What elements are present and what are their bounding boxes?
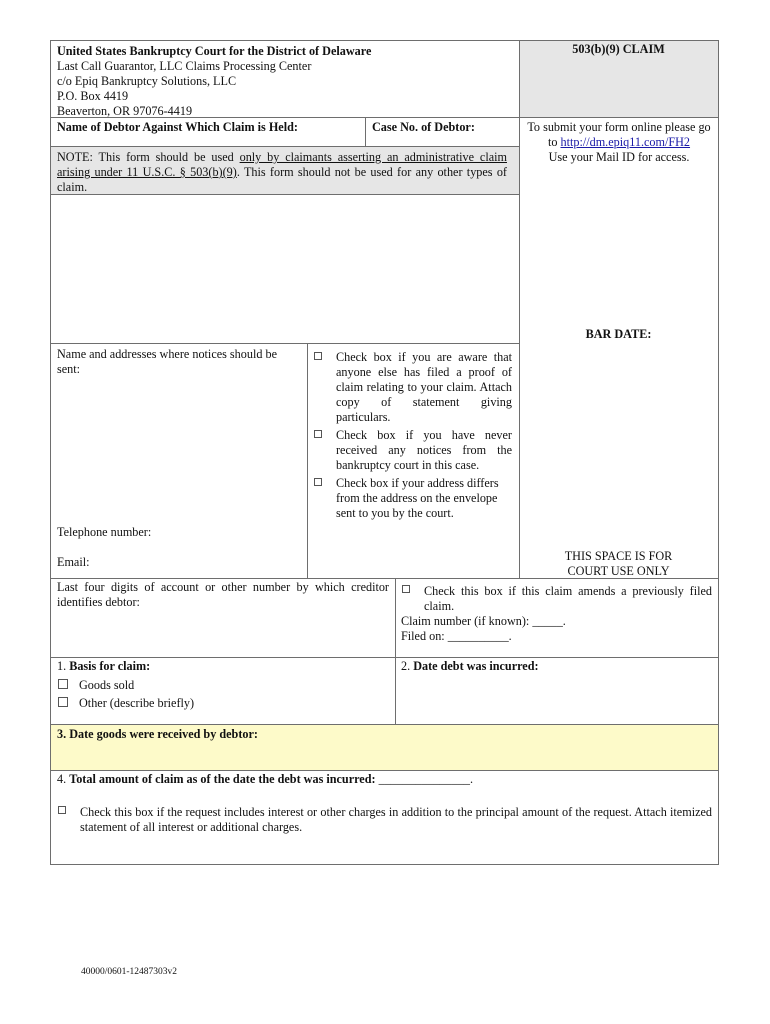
basis-option-other[interactable]: [58, 696, 378, 711]
goods-sold-label: Goods sold: [79, 678, 135, 692]
amends-claim-label: Check this box if this claim amends a previously filed claim.: [424, 584, 712, 613]
basis-number: 1.: [57, 659, 70, 673]
notices-address-field[interactable]: Name and addresses where notices should be sent:: [57, 347, 277, 376]
court-header: [57, 44, 512, 119]
online-access-text: Use your Mail ID for access.: [548, 150, 690, 164]
checkbox-never-received-notices[interactable]: [314, 430, 322, 438]
claim-number-field[interactable]: Claim number (if known): _____.: [401, 614, 566, 628]
court-use-label: [519, 549, 718, 579]
date-debt-incurred-field[interactable]: [401, 659, 711, 674]
court-use-line: COURT USE ONLY: [567, 564, 670, 578]
note-prefix: NOTE: This form should be used: [57, 150, 240, 164]
other-label: Other (describe briefly): [79, 696, 195, 710]
court-address-line: Beaverton, OR 97076-4419: [57, 104, 193, 118]
court-address-line: Last Call Guarantor, LLC Claims Processing Center: [57, 59, 312, 73]
filed-on-field[interactable]: Filed on: __________.: [401, 629, 512, 643]
debtor-name-field[interactable]: Name of Debtor Against Which Claim is Held:: [57, 120, 298, 134]
footer-doc-code: 40000/0601-12487303v2: [81, 967, 178, 977]
email-field[interactable]: Email:: [57, 555, 90, 569]
court-address-line: c/o Epiq Bankruptcy Solutions, LLC: [57, 74, 237, 88]
account-number-field[interactable]: Last four digits of account or other number by which creditor identifies debtor:: [57, 580, 389, 609]
form-note: [57, 150, 507, 195]
online-submission-note: [523, 120, 715, 165]
total-label: Total amount of claim as of the date the debt was incurred:: [69, 772, 376, 786]
total-blank: _______________.: [375, 772, 474, 786]
total-amount-field[interactable]: [57, 772, 707, 787]
basis-for-claim-heading: [57, 659, 387, 674]
checkbox-goods-sold[interactable]: [58, 679, 68, 689]
court-address-line: P.O. Box 4419: [57, 89, 129, 103]
form-title: 503(b)(9) CLAIM: [572, 42, 665, 56]
never-received-notices-label: Check box if you have never received any notices from the bankruptcy court in this case.: [336, 428, 512, 472]
court-use-line: THIS SPACE IS FOR: [564, 549, 673, 563]
telephone-field[interactable]: Telephone number:: [57, 525, 152, 539]
date-incurred-label: Date debt was incurred:: [413, 659, 539, 673]
note-suffix: . This form should not be used for any other types of claim.: [57, 165, 507, 194]
checkbox-aware-other-claim[interactable]: [314, 352, 322, 360]
date-incurred-number: 2.: [401, 659, 414, 673]
interest-charges-label: Check this box if the request includes interest or other charges in addition to the principal amount of the request. Attach itemized statement of all interest or additional charges.: [80, 805, 712, 834]
basis-label: Basis for claim:: [69, 659, 151, 673]
case-number-field[interactable]: Case No. of Debtor:: [372, 120, 475, 134]
aware-other-claim-label: Check box if you are aware that anyone else has filed a proof of claim relating to your claim. Attach copy of statement giving particulars.: [336, 350, 512, 424]
online-text: To submit your form online please go to: [527, 120, 711, 149]
bar-date-label: BAR DATE:: [585, 327, 652, 341]
total-number: 4.: [57, 772, 70, 786]
date-goods-received-field[interactable]: 3. Date goods were received by debtor:: [57, 727, 258, 741]
basis-option-goods-sold[interactable]: [58, 678, 378, 693]
checkbox-amends-claim[interactable]: [402, 585, 410, 593]
address-differs-label: Check box if your address differs from the address on the envelope sent to you by the court.: [336, 476, 499, 520]
court-title: United States Bankruptcy Court for the District of Delaware: [57, 44, 372, 58]
online-link[interactable]: http://dm.epiq11.com/FH2: [560, 135, 691, 149]
checkbox-address-differs[interactable]: [314, 478, 322, 486]
checkbox-other[interactable]: [58, 697, 68, 707]
note-underlined: only by claimants asserting an administrative claim arising under 11 U.S.C. § 503(b)(9): [57, 150, 507, 179]
checkbox-interest-charges[interactable]: [58, 806, 66, 814]
